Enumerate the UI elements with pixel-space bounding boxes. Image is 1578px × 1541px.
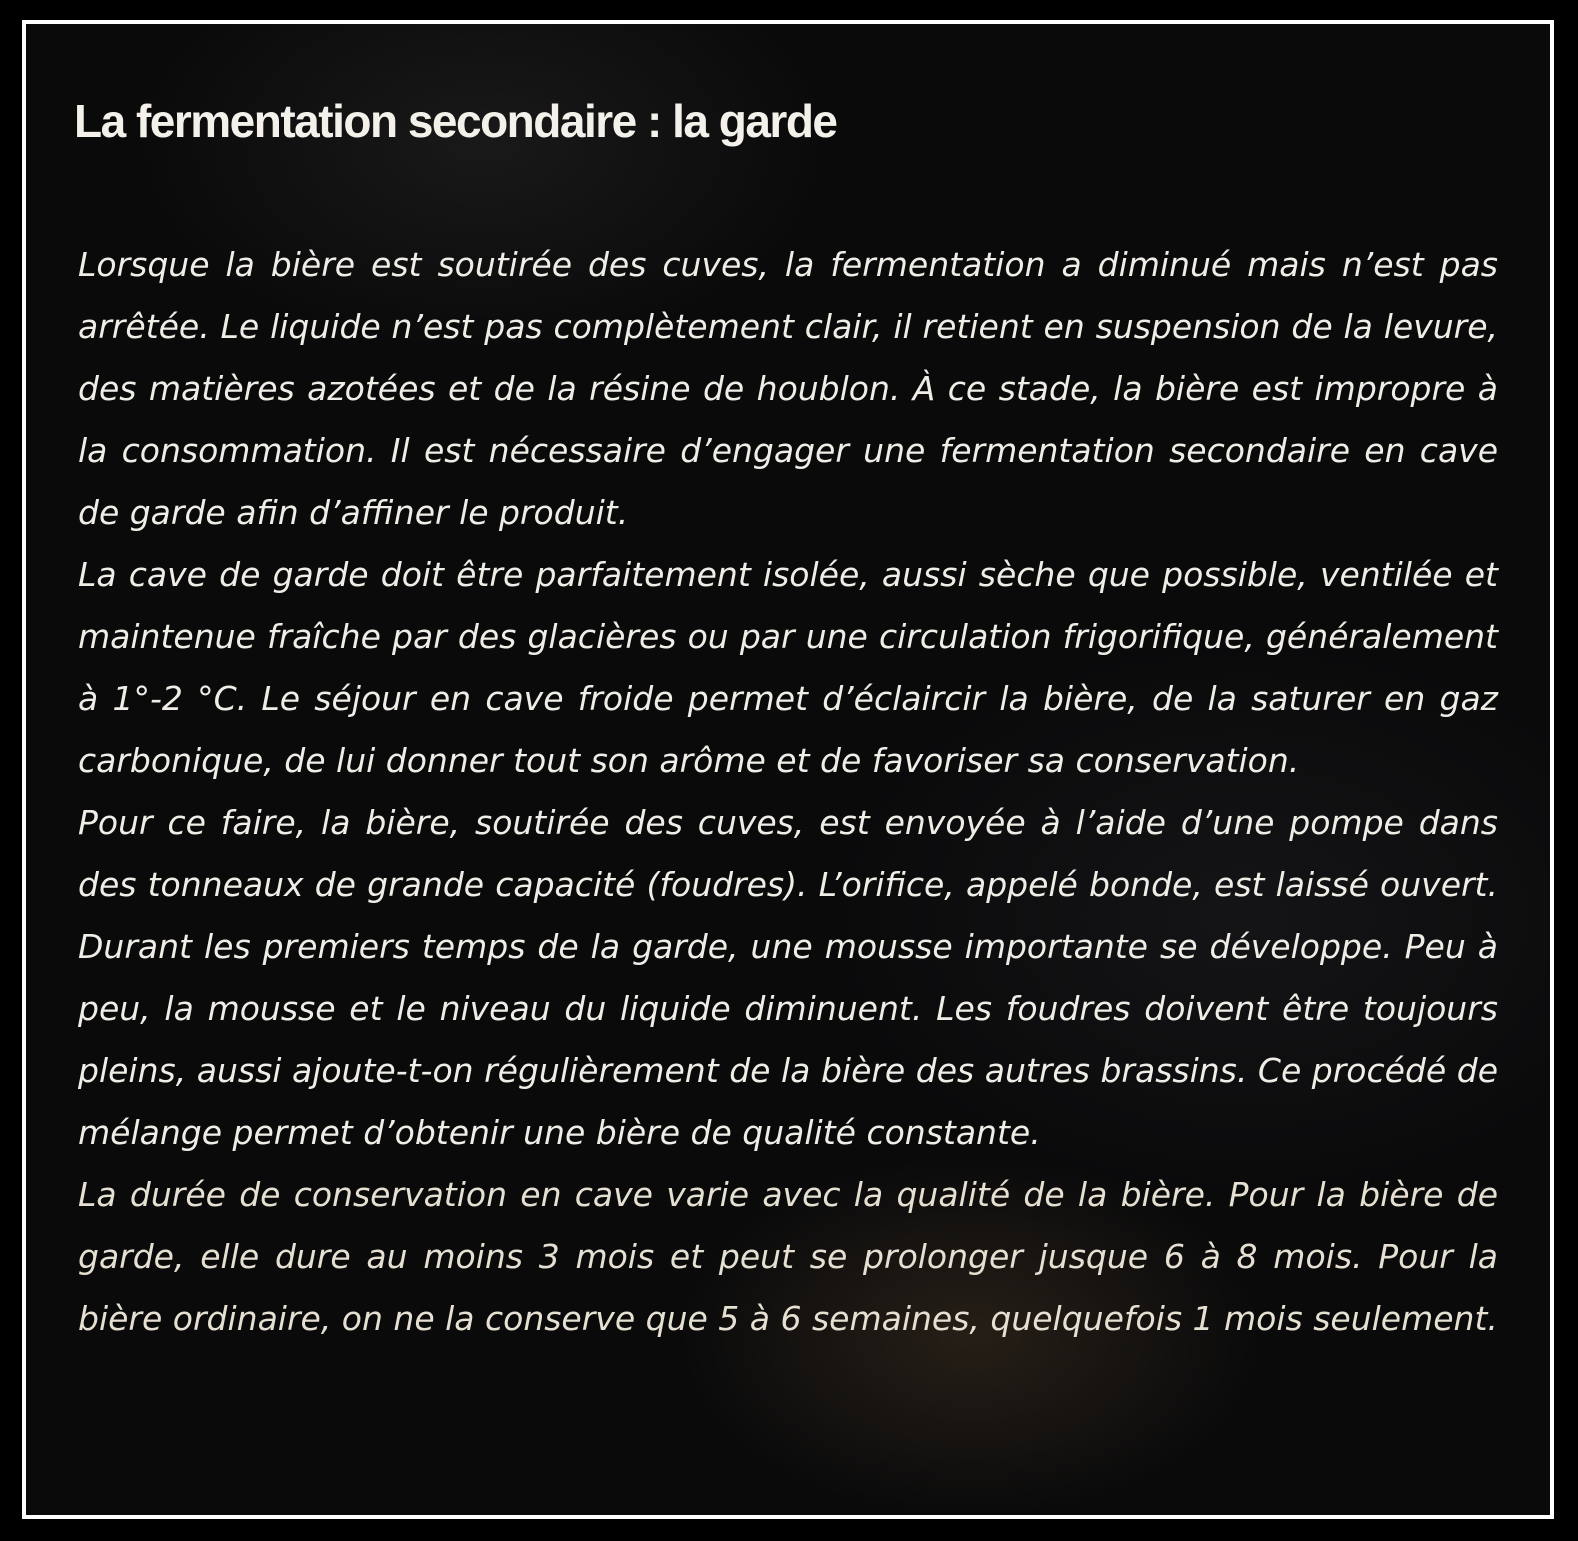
paragraph-barrel-process: Pour ce faire, la bière, soutirée des cuves, est envoyée à l’aide d’une pompe dans des tonneaux de grande capacité (foudres). L’orifice, appelé bonde, est laissé ouvert. Durant les premiers temps de la garde, une mousse importante se développe. Peu à peu, la mousse et le niveau du liquide diminuent. Les foudres doivent être toujours pleins, aussi ajoute-t-on régulièrement de la bière des autres brassins. Ce procédé de mélange permet d’obtenir une bière de qualité constante.: [78, 803, 1498, 1152]
paragraph-secondary-fermentation: Lorsque la bière est soutirée des cuves, la fermentation a diminué mais n’est pas arrêtée. Le liquide n’est pas complètement clair, il retient en suspension de la levure, des matières azotées et de la résine de houblon. À ce stade, la bière est impropre à la consommation. Il est nécessaire d’engager une fermentation secondaire en cave de garde afin d’affiner le produit.: [78, 245, 1498, 532]
panel-title: La fermentation secondaire : la garde: [74, 95, 837, 147]
panel-body: [78, 234, 1498, 1350]
paragraph-storage-duration: La durée de conservation en cave varie avec la qualité de la bière. Pour la bière de garde, elle dure au moins 3 mois et peut se prolonger jusque 6 à 8 mois. Pour la bière ordinaire, on ne la conserve que 5 à 6 semaines, quelquefois 1 mois seulement.: [78, 1175, 1498, 1338]
information-panel: [22, 20, 1554, 1519]
paragraph-cellar-conditions: La cave de garde doit être parfaitement isolée, aussi sèche que possible, ventilée et maintenue fraîche par des glacières ou par une circulation frigorifique, généralement à 1°-2 °C. Le séjour en cave froide permet d’éclaircir la bière, de la saturer en gaz carbonique, de lui donner tout son arôme et de favoriser sa conservation.: [78, 555, 1498, 780]
